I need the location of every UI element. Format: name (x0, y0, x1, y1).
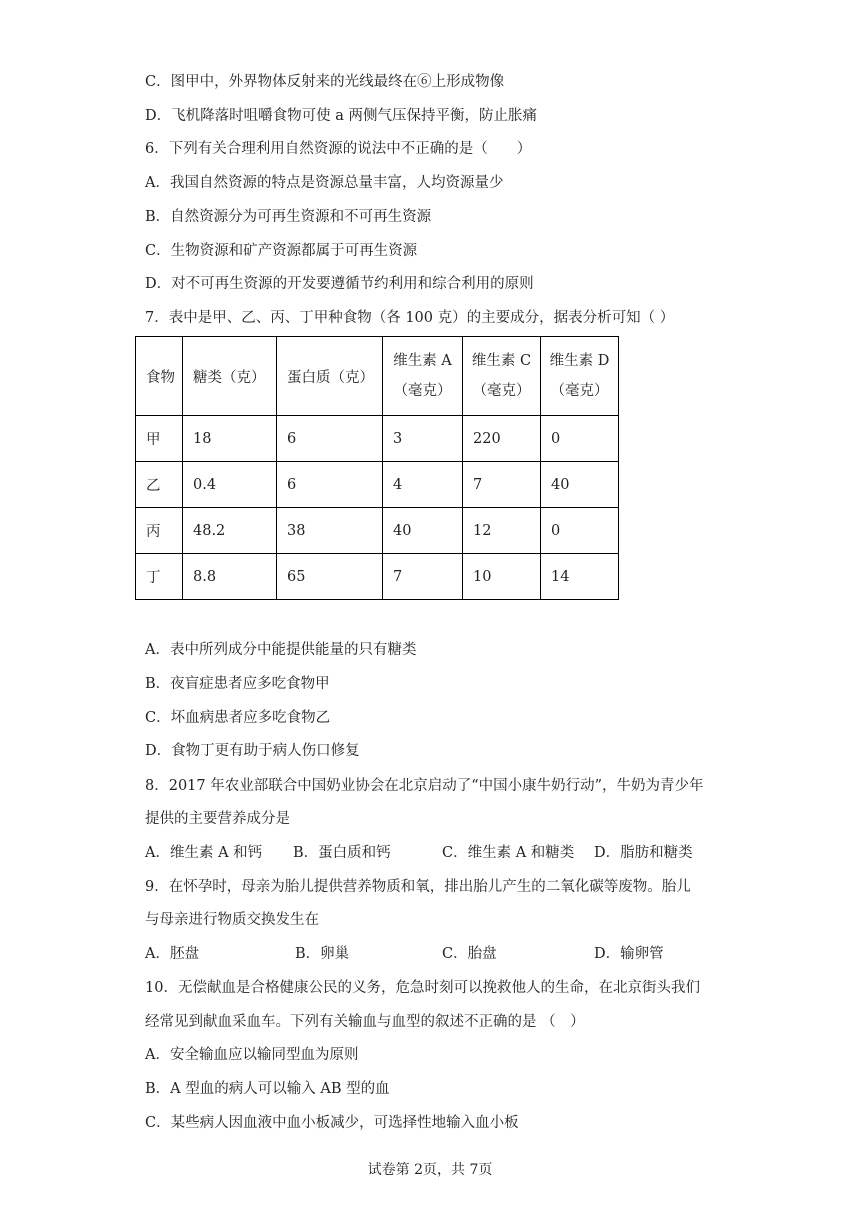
table-header-row (136, 337, 619, 416)
q7-option-c: C．坏血病患者应多吃食物乙 (145, 710, 331, 726)
header-vitamin-c: 维生素 C （毫克） (463, 337, 541, 416)
q10-option-c: C．某些病人因血液中血小板减少，可选择性地输入血小板 (145, 1115, 519, 1131)
question-8-line-2: 提供的主要营养成分是 (145, 811, 290, 827)
table-cell: 6 (277, 416, 383, 462)
header-sugar: 糖类（克） (183, 337, 277, 416)
q8-options (145, 843, 693, 863)
q7-option-d: D．食物丁更有助于病人伤口修复 (145, 743, 360, 759)
table-cell: 40 (541, 462, 619, 508)
table-cell: 48.2 (183, 508, 277, 554)
page-footer: 试卷第 2页，共 7页 (367, 1162, 493, 1178)
q7-option-a: A．表中所列成分中能提供能量的只有糖类 (145, 642, 417, 658)
table-cell: 65 (277, 554, 383, 600)
q8-option-d: D．脂肪和糖类 (594, 845, 693, 861)
table-cell: 40 (383, 508, 463, 554)
q9-options (145, 944, 664, 964)
table-cell: 0.4 (183, 462, 277, 508)
q8-option-c: C．维生素 A 和糖类 (442, 845, 575, 861)
q9-option-c: C．胎盘 (442, 946, 497, 962)
q10-option-a: A．安全输血应以输同型血为原则 (145, 1047, 359, 1063)
header-vitamin-d: 维生素 D （毫克） (541, 337, 619, 416)
q5-option-c: C．图甲中，外界物体反射来的光线最终在⑥上形成物像 (145, 74, 505, 90)
table-cell: 丁 (136, 554, 183, 600)
q7-option-b: B．夜盲症患者应多吃食物甲 (145, 676, 330, 692)
q8-option-b: B．蛋白质和钙 (293, 845, 391, 861)
table-cell: 0 (541, 508, 619, 554)
question-6: 6．下列有关合理利用自然资源的说法中不正确的是（ ） (145, 141, 532, 157)
question-7: 7．表中是甲、乙、丙、丁甲种食物（各 100 克）的主要成分，据表分析可知（ ） (145, 310, 675, 326)
table-cell: 8.8 (183, 554, 277, 600)
table-cell: 4 (383, 462, 463, 508)
table-cell: 乙 (136, 462, 183, 508)
q9-option-a: A．胚盘 (145, 946, 199, 962)
question-10-line-2: 经常见到献血采血车。下列有关输血与血型的叙述不正确的是 （ ） (145, 1014, 585, 1030)
table-cell: 7 (383, 554, 463, 600)
table-cell: 6 (277, 462, 383, 508)
table-cell: 丙 (136, 508, 183, 554)
header-food: 食物 (136, 337, 183, 416)
question-9-line-1: 9．在怀孕时，母亲为胎儿提供营养物质和氧，排出胎儿产生的二氧化碳等废物。胎儿 (145, 879, 691, 895)
question-9-line-2: 与母亲进行物质交换发生在 (145, 912, 319, 928)
question-8-line-1: 8．2017 年农业部联合中国奶业协会在北京启动了“中国小康牛奶行动”，牛奶为青少年 (145, 778, 704, 794)
table-cell: 7 (463, 462, 541, 508)
table-row (136, 508, 619, 554)
table-cell: 38 (277, 508, 383, 554)
q8-option-a: A．维生素 A 和钙 (145, 845, 263, 861)
table-cell: 14 (541, 554, 619, 600)
q6-option-c: C．生物资源和矿产资源都属于可再生资源 (145, 243, 418, 259)
header-vitamin-a: 维生素 A （毫克） (383, 337, 463, 416)
q6-option-d: D．对不可再生资源的开发要遵循节约利用和综合利用的原则 (145, 276, 534, 292)
table-cell: 3 (383, 416, 463, 462)
food-nutrient-table (135, 336, 619, 600)
table-row (136, 416, 619, 462)
table-cell: 0 (541, 416, 619, 462)
q6-option-b: B．自然资源分为可再生资源和不可再生资源 (145, 209, 432, 225)
q10-option-b: B．A 型血的病人可以输入 AB 型的血 (145, 1081, 390, 1097)
table-row (136, 462, 619, 508)
table-cell: 220 (463, 416, 541, 462)
q5-option-d: D．飞机降落时咀嚼食物可使 a 两侧气压保持平衡，防止胀痛 (145, 108, 537, 124)
table-cell: 18 (183, 416, 277, 462)
header-protein: 蛋白质（克） (277, 337, 383, 416)
q6-option-a: A．我国自然资源的特点是资源总量丰富，人均资源量少 (145, 175, 504, 191)
table-cell: 12 (463, 508, 541, 554)
table-cell: 甲 (136, 416, 183, 462)
q9-option-b: B．卵巢 (295, 946, 350, 962)
table-cell: 10 (463, 554, 541, 600)
question-10-line-1: 10．无偿献血是合格健康公民的义务，危急时刻可以挽救他人的生命，在北京街头我们 (145, 980, 700, 996)
table-row (136, 554, 619, 600)
q9-option-d: D．输卵管 (594, 946, 664, 962)
